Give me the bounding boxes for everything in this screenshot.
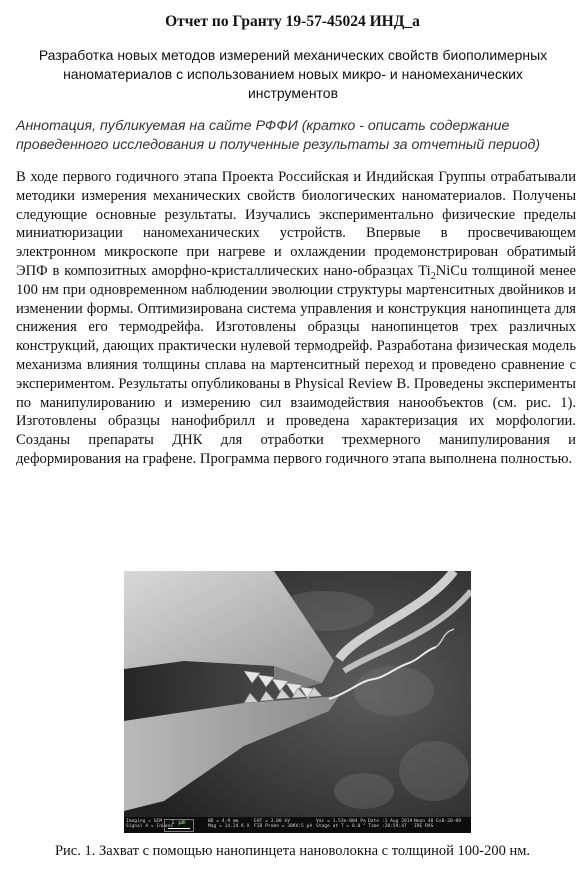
body-paragraph <box>16 168 576 469</box>
sem-info-column <box>126 819 173 830</box>
sem-info-column <box>368 819 412 830</box>
sem-info-text: Vac = 1.53e-004 Pa <box>316 819 366 824</box>
sem-info-column <box>414 819 461 830</box>
sem-info-column <box>254 819 312 830</box>
sem-info-text: WD = 4.9 mm <box>208 819 239 824</box>
annotation-line: проведенного исследования и полученные результаты за отчетный период) <box>16 137 541 153</box>
sem-micrograph <box>124 571 471 833</box>
sem-info-text: Time :20:59:47 <box>368 824 407 830</box>
sem-info-text: FIB Probe = 30KV:5 pA <box>254 824 313 830</box>
project-title-line: Разработка новых методов измерений механических свойств биополимерных <box>38 47 548 63</box>
annotation-heading <box>16 117 572 155</box>
body-text-part: NiCu толщиной менее 100 нм при одновременном наблюдении эволюции структуры мартенситных двойников и изменении формы. Оптимизирована система управления и конструкция нанопинцета для снижения его термодрейфа. Изготовлены образцы нанопинцетов трех различных конструкций, дающих практически нулевой термодрейф. Разработана физическая модель механизма влияния толщины сплава на мартенситный переход и проведено сравнение с экспериментом. Результаты опубликованы в Physical Review B. Проведены эксперименты по манипулированию и измерению сил взаимодействия нанообъектов (см. рис. 1). Изготовлены образцы нанофибрилл и проведена характеризация их морфологии. Созданы препараты ДНК для отработки трехмерного манипулирования и деформирования на графене. Программа первого годичного этапа выполнена полностью. <box>16 262 576 467</box>
sem-info-text: Neon 40 EsB-20-09 <box>414 819 462 824</box>
figure-caption: Рис. 1. Захват с помощью нанопинцета нановолокна с толщиной 100-200 нм. <box>54 843 531 859</box>
sem-info-bar <box>124 817 471 833</box>
scale-bar-label: 1 µm <box>171 819 186 826</box>
report-title: Отчет по Гранту 19-57-45024 ИНД_а <box>165 13 420 30</box>
sem-info-text: Mag = 14.24 K X <box>208 824 250 830</box>
sem-info-column <box>316 819 366 830</box>
subscript: 2 <box>430 270 436 282</box>
sem-info-text: Date :1 Aug 2019 <box>368 819 413 824</box>
sem-info-text: IRE RAS <box>414 824 434 830</box>
project-title-line: наноматериалов с использованием новых микро- и наномеханических <box>63 66 523 82</box>
project-title-line: инструментов <box>247 85 339 101</box>
project-title <box>14 46 572 103</box>
micrograph-image <box>124 571 471 833</box>
sem-info-text: EHT = 3.00 kV <box>254 819 290 824</box>
sem-info-column <box>208 819 250 830</box>
annotation-line: Аннотация, публикуемая на сайте РФФИ (кратко - описать содержание <box>16 118 510 134</box>
sem-info-text: Imaging = SEM <box>126 819 162 824</box>
sem-info-text: Signal A = InLens <box>126 824 174 830</box>
body-text-part: В ходе первого годичного этапа Проекта Российская и Индийская Группы отрабатывали методики измерения механических свойств биологических наноматериалов. Получены следующие основные результаты. Изучались экспериментально физические пределы миниатюризации наномеханических устройств. Впервые в просвечивающем электронном микроскопе при нагреве и охлаждении продемонстрирован обратимый ЭПФ в композитных аморфно-кристаллических нано-образцах Ti <box>16 169 576 279</box>
sem-info-text: Stage at T = 0.0 ° <box>316 824 366 830</box>
